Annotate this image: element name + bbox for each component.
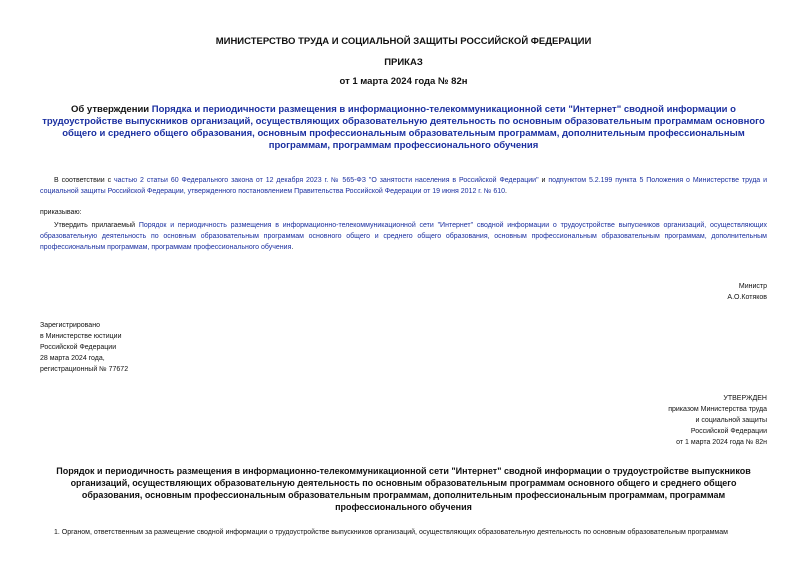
- approved-line: приказом Министерства труда: [668, 406, 767, 413]
- approve-text-2: .: [291, 244, 294, 251]
- basis-paragraph: [40, 175, 767, 197]
- ministry-heading: МИНИСТЕРСТВО ТРУДА И СОЦИАЛЬНОЙ ЗАЩИТЫ РОССИЙСКОЙ ФЕДЕРАЦИИ: [215, 36, 592, 47]
- order-word-paragraph: приказываю:: [40, 209, 82, 216]
- basis-text-1: В соответствии с: [54, 177, 114, 184]
- registration-line: регистрационный № 77672: [40, 366, 129, 373]
- approved-line: Российской Федерации: [690, 428, 767, 435]
- order-title-prefix: Об утверждении: [71, 104, 152, 115]
- approved-line: и социальной защиты: [695, 417, 767, 424]
- basis-text-2: и: [538, 177, 549, 184]
- procedure-link[interactable]: Порядок и периодичность размещения в информационно-телекоммуникационной сети "Интернет" сводной информации о трудоустройстве выпускников организаций, осуществляющих образовательную деятельность по основным образовательным программам основного общего и среднего общего образования, основным профессиональным образовательным программам, дополнительным профессиональным программам, программам профессионального обучения: [40, 222, 767, 251]
- approved-line: от 1 марта 2024 года № 82н: [676, 439, 767, 446]
- approved-block: [668, 393, 767, 448]
- procedure-title: Порядок и периодичность размещения в информационно-телекоммуникационной сети "Интернет" сводной информации о трудоустройстве выпускников организаций, осуществляющих образовательную деятельность по основным образовательным программам основного общего и среднего общего образования, основным профессиональным образовательным программам, дополнительным профессиональным программам, программам профессионального обучения: [56, 466, 751, 512]
- registration-line: Зарегистрировано: [40, 322, 100, 329]
- order-date: от 1 марта 2024 года № 82н: [339, 76, 468, 87]
- order-title-link[interactable]: Порядка и периодичности размещения в информационно-телекоммуникационной сети "Интернет" сводной информации о трудоустройстве выпускников организаций, осуществляющих образовательную деятельность по основным образовательным программам основного общего и среднего общего образования, основным профессиональным образовательным программам, дополнительным профессиональным программам, программам профессионального обучения: [42, 104, 765, 151]
- regulation-link[interactable]: подпунктом 5.2.199 пункта 5 Положения о Министерстве труда и социальной защиты Российской Федерации, утвержденного постановлением Правительства Российской Федерации от 19 июня 2012 г. № 610: [40, 177, 767, 195]
- signature-position: Министр: [738, 283, 767, 290]
- approve-paragraph: [40, 220, 767, 253]
- approve-text-1: Утвердить прилагаемый: [54, 222, 139, 229]
- registration-block: [40, 320, 128, 375]
- signature-block: [727, 281, 767, 303]
- registration-line: в Министерстве юстиции: [40, 333, 122, 340]
- signature-name: А.О.Котяков: [727, 294, 767, 301]
- item-1-paragraph: 1. Органом, ответственным за размещение сводной информации о трудоустройстве выпускников организаций, осуществляющих образовательную деятельность по основным образовательным программам: [54, 529, 728, 536]
- basis-text-3: .: [505, 188, 507, 195]
- approved-line: УТВЕРЖДЕН: [723, 395, 767, 402]
- law-link[interactable]: частью 2 статьи 60 Федерального закона от 12 декабря 2023 г. № 565-ФЗ "О занятости населения в Российской Федерации": [113, 177, 539, 184]
- registration-line: Российской Федерации: [40, 344, 117, 351]
- order-heading: ПРИКАЗ: [384, 57, 423, 68]
- order-title: [40, 104, 767, 152]
- registration-line: 28 марта 2024 года,: [40, 355, 105, 362]
